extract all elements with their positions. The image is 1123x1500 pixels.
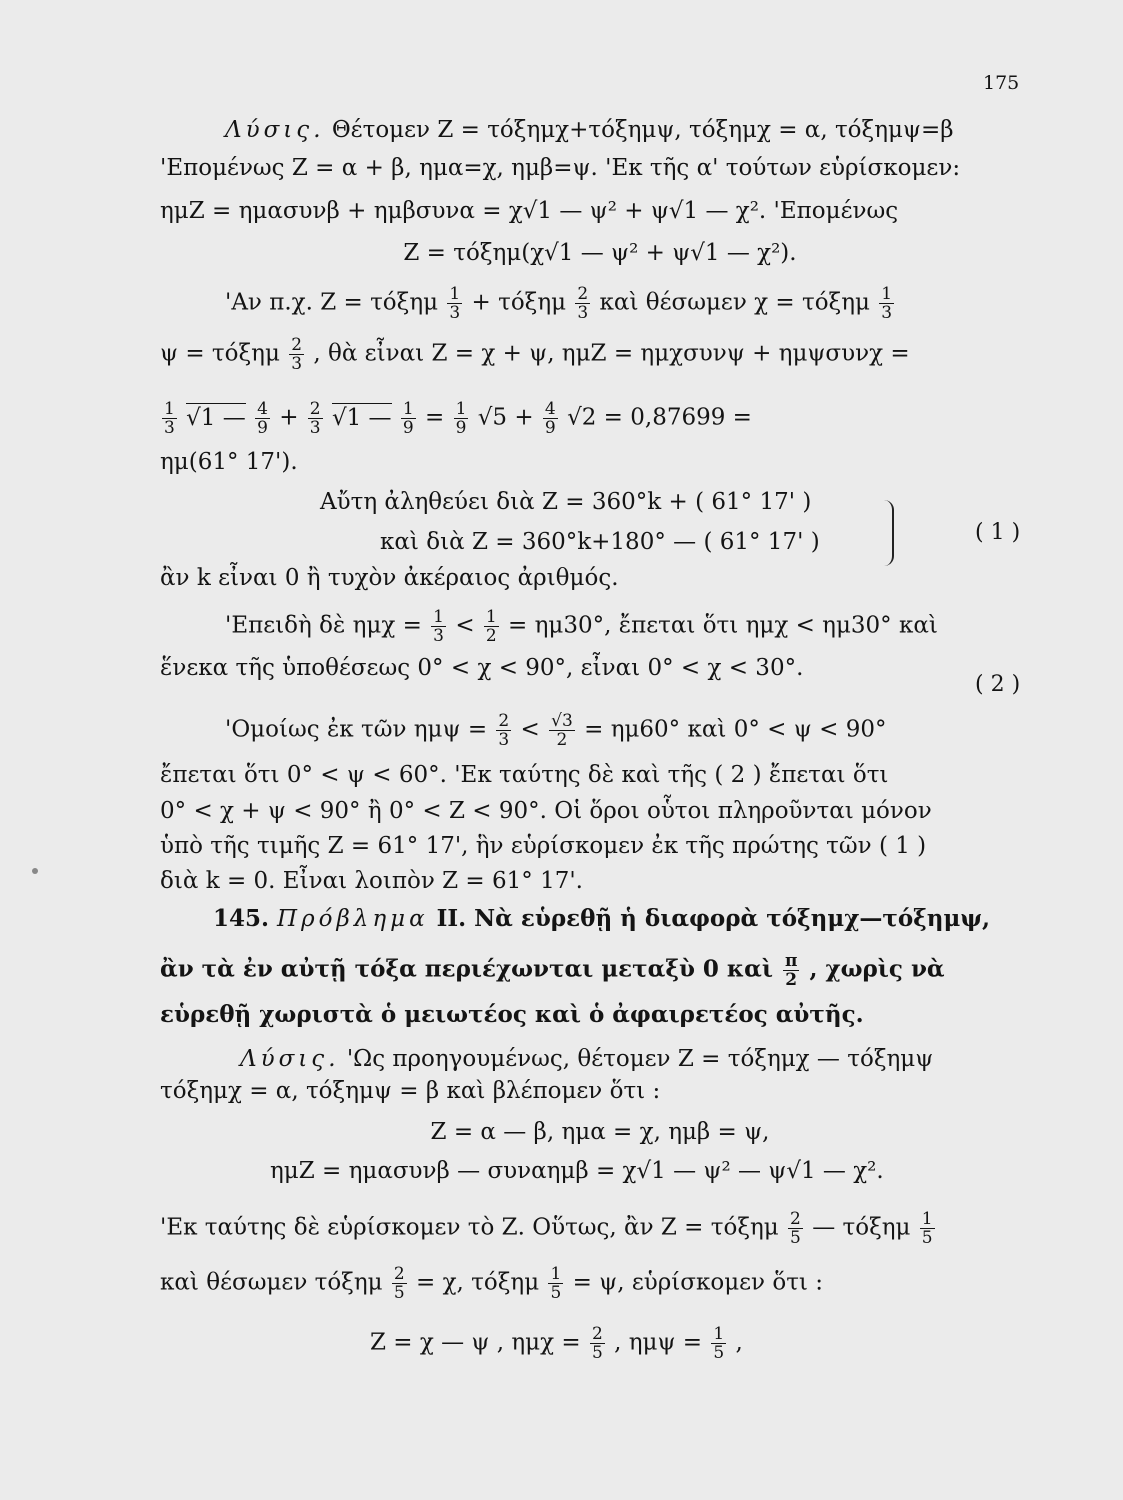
text-span: ἂν τὰ ἐν αὐτῇ τόξα περιέχωνται μεταξὺ 0 καὶ xyxy=(160,955,781,983)
text-span: 'Επειδὴ δὲ ημχ = xyxy=(225,612,430,639)
problem-number: 145. xyxy=(213,905,270,932)
formula-line: Αὔτη ἀληθεύει διὰ Ζ = 360°k + ( 61° 17' ) xyxy=(320,489,812,515)
solution-label: Λύσις. xyxy=(225,117,325,143)
page-number: 175 xyxy=(983,72,1020,94)
fraction: $\frac{2}{3}$ xyxy=(309,399,321,438)
fraction: $\frac{1}{3}$ xyxy=(433,607,444,646)
fraction: $\frac{√3}{2}$ xyxy=(551,711,573,750)
fraction: $\frac{1}{2}$ xyxy=(485,607,497,646)
text-span: Θέτομεν Ζ = τόξημχ+τόξημψ, τόξημχ = α, τόξημψ=β xyxy=(324,117,954,143)
formula-line: ημΖ = ημασυνβ — συναημβ = χ√1 — ψ² — ψ√1 — χ². xyxy=(270,1158,884,1184)
paper-speck xyxy=(32,868,38,874)
text-line xyxy=(225,608,1040,645)
text-line xyxy=(160,952,1040,989)
text-span: , xyxy=(735,1329,743,1356)
text-line: ημΖ = ημασυνβ + ημβσυνα = χ√1 — ψ² + ψ√1 — χ². 'Επομένως xyxy=(160,198,899,224)
fraction: $\frac{2}{3}$ xyxy=(577,284,589,323)
text-span: = ημ60° καὶ 0° < ψ < 90° xyxy=(584,716,887,743)
text-span: 'Εκ ταύτης δὲ εὑρίσκομεν τὸ Ζ. Οὕτως, ἂν Ζ = τόξημ xyxy=(160,1214,779,1241)
text-span: √1 — xyxy=(331,404,392,431)
text-line: ἕνεκα τῆς ὑποθέσεως 0° < χ < 90°, εἶναι 0° < χ < 30°. xyxy=(160,655,804,681)
formula-line: Ζ = α — β, ημα = χ, ημβ = ψ, xyxy=(430,1119,770,1145)
text-span: , θὰ εἶναι Ζ = χ + ψ, ημΖ = ημχσυνψ + ημψσυνχ = xyxy=(313,340,910,367)
fraction: $\frac{1}{5}$ xyxy=(713,1324,725,1363)
fraction: $\frac{1}{3}$ xyxy=(449,284,461,323)
text-span: — τόξημ xyxy=(812,1214,918,1241)
fraction: $\frac{1}{9}$ xyxy=(402,399,414,438)
text-line: ὑπὸ τῆς τιμῆς Ζ = 61° 17', ἣν εὑρίσκομεν ἐκ τῆς πρώτης τῶν ( 1 ) xyxy=(160,833,927,859)
text-span: < xyxy=(520,716,548,743)
text-span: = ψ, εὑρίσκομεν ὅτι : xyxy=(572,1269,823,1296)
text-span: 'Ως προηγουμένως, θέτομεν Ζ = τόξημχ — τόξημψ xyxy=(339,1046,934,1072)
fraction: $\frac{4}{9}$ xyxy=(257,399,268,438)
text-span: + xyxy=(279,404,306,431)
text-span: + τόξημ xyxy=(471,289,567,316)
text-span: ΙΙ. Νὰ εὑρεθῇ ἡ διαφορὰ τόξημχ—τόξημψ, xyxy=(428,905,990,932)
text-span: καὶ θέσωμεν τόξημ xyxy=(160,1269,383,1296)
text-line: ἂν k εἶναι 0 ἢ τυχὸν ἀκέραιος ἀριθμός. xyxy=(160,565,619,591)
formula-line: Ζ = τόξημ(χ√1 — ψ² + ψ√1 — χ²). xyxy=(403,240,797,266)
fraction: $\frac{1}{3}$ xyxy=(164,399,175,438)
text-span: Ζ = χ — ψ , ημχ = xyxy=(370,1329,588,1356)
solution-label: Λύσις. xyxy=(240,1046,340,1072)
text-span: , ημψ = xyxy=(614,1329,710,1356)
problem-label: Πρόβλημα xyxy=(277,906,429,932)
text-line xyxy=(225,115,1040,145)
text-line: ἔπεται ὅτι 0° < ψ < 60°. 'Εκ ταύτης δὲ καὶ τῆς ( 2 ) ἔπεται ὅτι xyxy=(160,762,889,788)
text-line xyxy=(225,712,1040,749)
formula-line: καὶ διὰ Ζ = 360°k+180° — ( 61° 17' ) xyxy=(380,529,820,555)
fraction: $\frac{2}{5}$ xyxy=(790,1209,801,1248)
brace xyxy=(880,500,894,566)
text-span: 'Αν π.χ. Ζ = τόξημ xyxy=(225,289,439,316)
text-line: 0° < χ + ψ < 90° ἢ 0° < Ζ < 90°. Οἱ ὅροι οὗτοι πληροῦνται μόνον xyxy=(160,798,932,824)
text-line xyxy=(225,285,1035,322)
text-span: ψ = τόξημ xyxy=(160,340,280,367)
text-span: = ημ30°, ἔπεται ὅτι ημχ < ημ30° καὶ xyxy=(508,612,938,639)
fraction: $\frac{2}{5}$ xyxy=(393,1264,405,1303)
problem-heading xyxy=(213,904,1043,934)
fraction: $\frac{1}{3}$ xyxy=(881,284,893,323)
text-line xyxy=(160,336,1040,373)
fraction: $\frac{4}{9}$ xyxy=(544,399,556,438)
formula-line xyxy=(160,400,1040,437)
text-line: διὰ k = 0. Εἶναι λοιπὸν Ζ = 61° 17'. xyxy=(160,868,583,894)
text-line: 'Επομένως Ζ = α + β, ημα=χ, ημβ=ψ. 'Εκ τῆς α' τούτων εὑρίσκομεν: xyxy=(160,155,961,181)
text-span: √1 — xyxy=(186,404,246,431)
text-span: √2 = 0,87699 = xyxy=(567,404,752,431)
equation-tag: ( 1 ) xyxy=(975,520,1021,545)
text-line xyxy=(160,1265,1040,1302)
equation-tag: ( 2 ) xyxy=(975,672,1021,697)
text-line: εὑρεθῇ χωριστὰ ὁ μειωτέος καὶ ὁ ἀφαιρετέος αὐτῆς. xyxy=(160,1001,864,1028)
formula-line xyxy=(370,1325,970,1362)
text-span: √5 + xyxy=(477,404,541,431)
text-span: = χ, τόξημ xyxy=(416,1269,540,1296)
fraction: $\frac{2}{5}$ xyxy=(591,1324,603,1363)
fraction: $\frac{2}{3}$ xyxy=(498,711,510,750)
text-span: καὶ θέσωμεν χ = τόξημ xyxy=(599,289,870,316)
fraction: $\frac{2}{3}$ xyxy=(291,335,303,374)
fraction: $\frac{\pi}{2}$ xyxy=(785,951,798,990)
text-span: , χωρὶς νὰ xyxy=(809,955,945,983)
text-line: τόξημχ = α, τόξημψ = β καὶ βλέπομεν ὅτι : xyxy=(160,1078,661,1104)
text-span: = xyxy=(425,404,452,431)
fraction: $\frac{1}{5}$ xyxy=(550,1264,562,1303)
text-line xyxy=(160,1210,1040,1247)
text-span: < xyxy=(455,612,482,639)
fraction: $\frac{1}{5}$ xyxy=(921,1209,933,1248)
text-line xyxy=(240,1044,1040,1074)
fraction: $\frac{1}{9}$ xyxy=(455,399,467,438)
text-span: 'Ομοίως ἐκ τῶν ημψ = xyxy=(225,716,495,743)
text-line: ημ(61° 17'). xyxy=(160,449,298,475)
